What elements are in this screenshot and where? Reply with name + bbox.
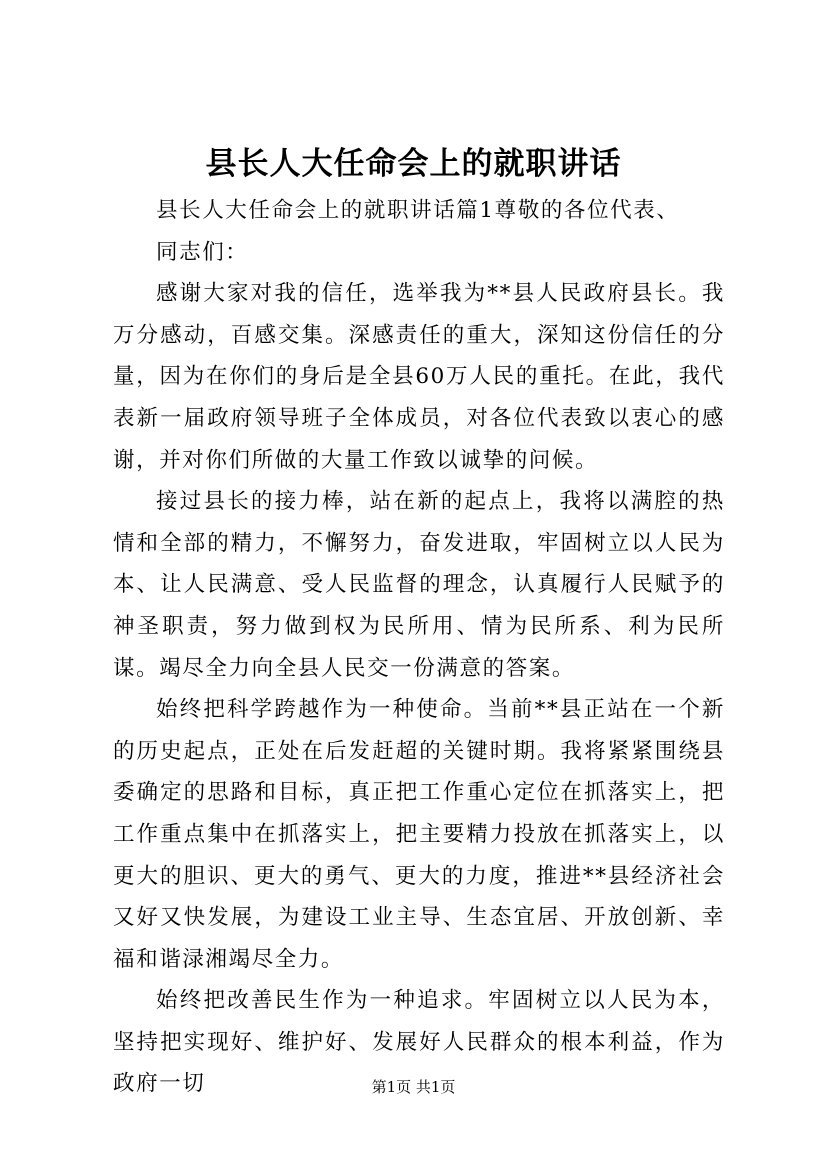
document-title: 县长人大任命会上的就职讲话: [205, 146, 622, 182]
paragraph-livelihood: 始终把改善民生作为一种追求。牢固树立以人民为本，坚持把实现好、维护好、发展好人民群众的根本利益，作为政府一切: [113, 988, 725, 1097]
paragraph-thanks: 感谢大家对我的信任，选举我为**县人民政府县长。我万分感动，百感交集。深感责任的重大，深知这份信任的分量，因为在你们的身后是全县60万人民的重托。在此，我代表新一届政府领导班子全体成员，对各位代表致以衷心的感谢，并对你们所做的大量工作致以诚挚的问候。: [113, 281, 725, 473]
document-body: [113, 190, 725, 1105]
page-number-footer: 第1页 共1页: [371, 1078, 456, 1096]
paragraph-opening: 县长人大任命会上的就职讲话篇1尊敬的各位代表、: [156, 198, 680, 223]
paragraph-salutation: 同志们：: [156, 239, 249, 265]
paragraph-mission: 始终把科学跨越作为一种使命。当前**县正站在一个新的历史起点，正处在后发赶超的关键时期。我将紧紧围绕县委确定的思路和目标，真正把工作重心定位在抓落实上，把工作重点集中在抓落实上，把主要精力投放在抓落实上，以更大的胆识、更大的勇气、更大的力度，推进**县经济社会又好又快发展，为建设工业主导、生态宜居、开放创新、幸福和谐渌湘竭尽全力。: [113, 697, 725, 972]
paragraph-commitment: 接过县长的接力棒，站在新的起点上，我将以满腔的热情和全部的精力，不懈努力，奋发进取，牢固树立以人民为本、让人民满意、受人民监督的理念，认真履行人民赋予的神圣职责，努力做到权为民所用、情为民所系、利为民所谋。竭尽全力向全县人民交一份满意的答案。: [113, 489, 725, 681]
